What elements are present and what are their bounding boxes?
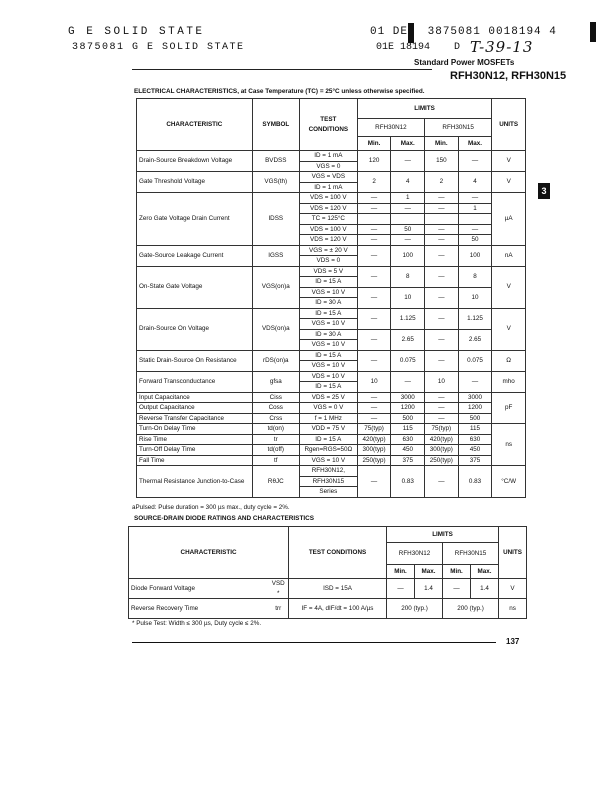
value-cell: —: [391, 371, 425, 392]
value-cell: —: [357, 245, 391, 266]
value-cell: —: [391, 235, 425, 246]
value-cell: [391, 214, 425, 225]
symbol-cell: tf: [252, 455, 299, 466]
unit-cell: V: [492, 172, 526, 193]
col-min: Min.: [357, 137, 391, 151]
condition-cell: VDS = 25 V: [299, 392, 357, 403]
unit-cell: ns: [492, 424, 526, 466]
value-cell: 1200: [391, 403, 425, 414]
condition-cell: VDS = 100 V: [299, 193, 357, 204]
condition-cell: VDS = 100 V: [299, 224, 357, 235]
characteristic-cell: Turn-Off Delay Time: [137, 445, 253, 456]
condition-cell: ID = 30 A: [299, 329, 357, 340]
value-cell: 150: [425, 151, 459, 172]
value-cell: 120: [357, 151, 391, 172]
value-cell: 50: [458, 235, 492, 246]
value-cell: —: [425, 193, 459, 204]
value-cell: 50: [391, 224, 425, 235]
characteristic-cell: Zero Gate Voltage Drain Current: [137, 193, 253, 246]
condition-cell: ID = 15 A: [299, 382, 357, 393]
table-row: [137, 350, 526, 361]
characteristic-cell: Static Drain-Source On Resistance: [137, 350, 253, 371]
table-row: [137, 434, 526, 445]
characteristic-cell: Turn-On Delay Time: [137, 424, 253, 435]
value-cell: —: [357, 413, 391, 424]
characteristic-cell: Input Capacitance: [137, 392, 253, 403]
value-cell: —: [425, 308, 459, 329]
page-number: 137: [506, 637, 520, 646]
footer-rule: [132, 642, 496, 643]
value-cell: —: [425, 235, 459, 246]
value-cell: 420(typ): [425, 434, 459, 445]
header-line2: 3875081 G E SOLID STATE: [72, 42, 245, 53]
table-row: [137, 172, 526, 183]
symbol-cell: tr: [252, 434, 299, 445]
diode-cond: IF = 4A, dIF/dt = 100 A/µs: [289, 599, 387, 619]
barcode-mark-right: [590, 22, 596, 42]
col-characteristic: CHARACTERISTIC: [137, 99, 253, 151]
diode-ratings-table: [128, 526, 527, 619]
condition-cell: VDD = 75 V: [299, 424, 357, 435]
value-cell: 4: [458, 172, 492, 193]
value-cell: —: [357, 392, 391, 403]
characteristic-cell: Drain-Source Breakdown Voltage: [137, 151, 253, 172]
value-cell: 2.65: [458, 329, 492, 350]
table-row: [137, 392, 526, 403]
symbol-cell: Crss: [252, 413, 299, 424]
unit-cell: pF: [492, 392, 526, 424]
barcode-number: 3875081 0018194 4: [427, 26, 557, 38]
diode-val: 1.4: [415, 579, 443, 599]
diode-sym: trr: [269, 599, 289, 619]
value-cell: —: [391, 203, 425, 214]
doc-number: 01E 18194: [376, 42, 431, 53]
value-cell: 630: [458, 434, 492, 445]
symbol-cell: VGS(on)a: [252, 266, 299, 308]
unit-cell: °C/W: [492, 466, 526, 498]
condition-cell: ID = 15 A: [299, 350, 357, 361]
value-cell: 100: [391, 245, 425, 266]
condition-cell: TC = 125°C: [299, 214, 357, 225]
value-cell: —: [425, 287, 459, 308]
col-dev2: RFH30N15: [425, 119, 492, 137]
value-cell: —: [458, 151, 492, 172]
value-cell: —: [357, 466, 391, 498]
diode-col-dev2: RFH30N15: [443, 543, 499, 565]
unit-cell: nA: [492, 245, 526, 266]
electrical-characteristics-table: [136, 98, 526, 498]
diode-col-limits: LIMITS: [387, 527, 499, 543]
handwritten-note: T-39-13: [470, 38, 534, 56]
value-cell: —: [425, 350, 459, 371]
value-cell: —: [458, 224, 492, 235]
characteristic-cell: Gate Threshold Voltage: [137, 172, 253, 193]
unit-cell: V: [492, 266, 526, 308]
col-dev1: RFH30N12: [357, 119, 424, 137]
value-cell: 115: [391, 424, 425, 435]
doc-code: D: [454, 42, 461, 53]
col-symbol: SYMBOL: [252, 99, 299, 151]
value-cell: 10: [458, 287, 492, 308]
condition-cell: VGS = 10 V: [299, 340, 357, 351]
characteristic-cell: Drain-Source On Voltage: [137, 308, 253, 350]
condition-cell: f = 1 MHz: [299, 413, 357, 424]
symbol-cell: RθJC: [252, 466, 299, 498]
value-cell: 450: [458, 445, 492, 456]
value-cell: 75(typ): [425, 424, 459, 435]
diode-col-min: Min.: [443, 565, 471, 579]
table-row: [137, 266, 526, 277]
symbol-cell: VDS(on)a: [252, 308, 299, 350]
header-code: [370, 26, 557, 38]
diode-val: —: [443, 579, 471, 599]
value-cell: 300(typ): [425, 445, 459, 456]
condition-cell: RFH30N12,: [299, 466, 357, 477]
value-cell: 100: [458, 245, 492, 266]
header-line2-code: [376, 42, 460, 53]
value-cell: 8: [458, 266, 492, 287]
condition-cell: ID = 1 mA: [299, 182, 357, 193]
col-min: Min.: [425, 137, 459, 151]
condition-cell: VGS = 0 V: [299, 403, 357, 414]
diode-col-max: Max.: [415, 565, 443, 579]
characteristic-cell: Rise Time: [137, 434, 253, 445]
value-cell: 0.83: [391, 466, 425, 498]
value-cell: —: [458, 193, 492, 204]
value-cell: —: [357, 224, 391, 235]
symbol-cell: gfsa: [252, 371, 299, 392]
diode-char: Diode Forward Voltage: [129, 579, 269, 599]
value-cell: 3000: [458, 392, 492, 403]
condition-cell: VGS = 10 V: [299, 287, 357, 298]
diode-col-characteristic: CHARACTERISTIC: [129, 527, 289, 579]
value-cell: —: [357, 235, 391, 246]
diode-unit: V: [499, 579, 527, 599]
value-cell: —: [357, 203, 391, 214]
value-cell: 1: [391, 193, 425, 204]
value-cell: —: [425, 403, 459, 414]
table-row: [137, 245, 526, 256]
diode-cond: ISD = 15A: [289, 579, 387, 599]
symbol-cell: VGS(th): [252, 172, 299, 193]
elec-title: ELECTRICAL CHARACTERISTICS, at Case Temperature (TC) = 25°C unless otherwise specified.: [134, 88, 425, 95]
value-cell: 8: [391, 266, 425, 287]
value-cell: 1: [458, 203, 492, 214]
value-cell: —: [458, 371, 492, 392]
header-company: G E SOLID STATE: [68, 26, 205, 38]
diode-val: —: [387, 579, 415, 599]
value-cell: 375: [458, 455, 492, 466]
col-max: Max.: [391, 137, 425, 151]
value-cell: 250(typ): [357, 455, 391, 466]
header-rule: [132, 69, 432, 70]
condition-cell: VGS = 10 V: [299, 455, 357, 466]
condition-cell: Series: [299, 487, 357, 498]
value-cell: 75(typ): [357, 424, 391, 435]
value-cell: 3000: [391, 392, 425, 403]
condition-cell: VDS = 0: [299, 256, 357, 267]
value-cell: 630: [391, 434, 425, 445]
table-row: [137, 424, 526, 435]
value-cell: 300(typ): [357, 445, 391, 456]
section-tab: 3: [538, 183, 550, 199]
value-cell: 375: [391, 455, 425, 466]
characteristic-cell: Thermal Resistance Junction-to-Case: [137, 466, 253, 498]
elec-note: aPulsed: Pulse duration = 300 µs max., duty cycle = 2%.: [132, 504, 290, 511]
value-cell: —: [425, 224, 459, 235]
symbol-cell: IGSS: [252, 245, 299, 266]
table-row: [137, 455, 526, 466]
unit-cell: mho: [492, 371, 526, 392]
diode-sym: VSD *: [269, 579, 289, 599]
value-cell: 420(typ): [357, 434, 391, 445]
table-row: [137, 151, 526, 162]
value-cell: [458, 214, 492, 225]
condition-cell: ID = 15 A: [299, 308, 357, 319]
table-row: [129, 599, 527, 619]
col-limits: LIMITS: [357, 99, 492, 119]
diode-unit: ns: [499, 599, 527, 619]
value-cell: —: [357, 287, 391, 308]
condition-cell: VDS = 120 V: [299, 203, 357, 214]
table-row: [137, 445, 526, 456]
col-test-conditions: TEST CONDITIONS: [299, 99, 357, 151]
characteristic-cell: Forward Transconductance: [137, 371, 253, 392]
symbol-cell: BVDSS: [252, 151, 299, 172]
value-cell: —: [425, 329, 459, 350]
table-row: [137, 403, 526, 414]
value-cell: 2: [357, 172, 391, 193]
value-cell: —: [425, 413, 459, 424]
value-cell: —: [425, 466, 459, 498]
value-cell: —: [357, 403, 391, 414]
diode-val: 200 (typ.): [387, 599, 443, 619]
table-row: [137, 193, 526, 204]
condition-cell: Rgen=RGS=50Ω: [299, 445, 357, 456]
characteristic-cell: Output Capacitance: [137, 403, 253, 414]
value-cell: 115: [458, 424, 492, 435]
condition-cell: VDS = 10 V: [299, 371, 357, 382]
value-cell: 2: [425, 172, 459, 193]
value-cell: —: [391, 151, 425, 172]
condition-cell: RFH30N15: [299, 476, 357, 487]
diode-val: 200 (typ.): [443, 599, 499, 619]
diode-note: * Pulse Test: Width ≤ 300 µs, Duty cycle ≤ 2%.: [132, 620, 262, 627]
diode-title: SOURCE-DRAIN DIODE RATINGS AND CHARACTERISTICS: [134, 515, 315, 522]
diode-char: Reverse Recovery Time: [129, 599, 269, 619]
diode-col-dev1: RFH30N12: [387, 543, 443, 565]
value-cell: 4: [391, 172, 425, 193]
condition-cell: VDS = 5 V: [299, 266, 357, 277]
condition-cell: ID = 15 A: [299, 434, 357, 445]
value-cell: 500: [458, 413, 492, 424]
symbol-cell: Coss: [252, 403, 299, 414]
value-cell: —: [425, 203, 459, 214]
col-units: UNITS: [492, 99, 526, 151]
value-cell: [425, 214, 459, 225]
value-cell: [357, 214, 391, 225]
condition-cell: VDS = 120 V: [299, 235, 357, 246]
value-cell: 1200: [458, 403, 492, 414]
characteristic-cell: Gate-Source Leakage Current: [137, 245, 253, 266]
condition-cell: ID = 1 mA: [299, 151, 357, 162]
value-cell: 500: [391, 413, 425, 424]
diode-col-min: Min.: [387, 565, 415, 579]
value-cell: —: [357, 329, 391, 350]
unit-cell: V: [492, 308, 526, 350]
table-row: [137, 308, 526, 319]
value-cell: 0.075: [391, 350, 425, 371]
table-row: [137, 371, 526, 382]
diode-col-test: TEST CONDITIONS: [289, 527, 387, 579]
condition-cell: ID = 15 A: [299, 277, 357, 288]
value-cell: —: [425, 266, 459, 287]
symbol-cell: IDSS: [252, 193, 299, 246]
diode-col-max: Max.: [471, 565, 499, 579]
condition-cell: ID = 30 A: [299, 298, 357, 309]
barcode-mark-left: [408, 23, 414, 43]
condition-cell: VGS = 0: [299, 161, 357, 172]
unit-cell: V: [492, 151, 526, 172]
characteristic-cell: On-State Gate Voltage: [137, 266, 253, 308]
value-cell: 10: [391, 287, 425, 308]
header-code-text: 01 DE: [370, 26, 409, 38]
value-cell: 10: [357, 371, 391, 392]
diode-col-units: UNITS: [499, 527, 527, 579]
value-cell: 250(typ): [425, 455, 459, 466]
condition-cell: VGS = 10 V: [299, 319, 357, 330]
symbol-cell: td(on): [252, 424, 299, 435]
value-cell: —: [357, 308, 391, 329]
value-cell: 0.075: [458, 350, 492, 371]
diode-val: 1.4: [471, 579, 499, 599]
symbol-cell: Ciss: [252, 392, 299, 403]
col-max: Max.: [458, 137, 492, 151]
table-row: [137, 466, 526, 477]
characteristic-cell: Reverse Transfer Capacitance: [137, 413, 253, 424]
subtitle: Standard Power MOSFETs: [414, 58, 515, 67]
value-cell: 1.125: [458, 308, 492, 329]
value-cell: 2.65: [391, 329, 425, 350]
value-cell: —: [357, 266, 391, 287]
part-numbers: RFH30N12, RFH30N15: [450, 70, 567, 82]
value-cell: 1.125: [391, 308, 425, 329]
value-cell: —: [425, 245, 459, 266]
condition-cell: VGS = ± 20 V: [299, 245, 357, 256]
characteristic-cell: Fall Time: [137, 455, 253, 466]
value-cell: —: [357, 350, 391, 371]
value-cell: —: [357, 193, 391, 204]
value-cell: 10: [425, 371, 459, 392]
condition-cell: VGS = VDS: [299, 172, 357, 183]
table-row: [137, 413, 526, 424]
symbol-cell: rDS(on)a: [252, 350, 299, 371]
condition-cell: VGS = 10 V: [299, 361, 357, 372]
value-cell: 0.83: [458, 466, 492, 498]
unit-cell: µA: [492, 193, 526, 246]
table-row: [129, 579, 527, 599]
value-cell: 450: [391, 445, 425, 456]
symbol-cell: td(off): [252, 445, 299, 456]
unit-cell: Ω: [492, 350, 526, 371]
value-cell: —: [425, 392, 459, 403]
